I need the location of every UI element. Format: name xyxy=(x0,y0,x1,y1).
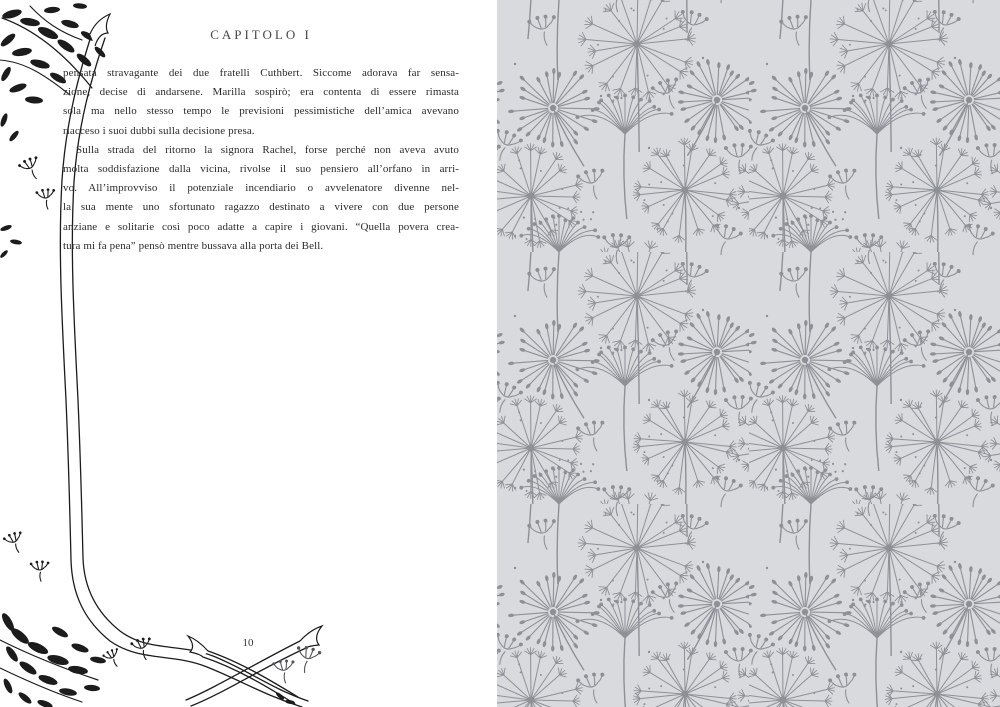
text-line: Sulla strada del ritorno la signora Rachel, forse perché non aveva avuto xyxy=(76,143,459,156)
left-page xyxy=(0,0,497,707)
chapter-heading: CAPITOLO I xyxy=(210,27,312,42)
body-text xyxy=(63,64,459,256)
text-line: pensata stravagante dei due fratelli Cuthbert. Siccome adorava far sensa- xyxy=(63,67,459,79)
text-line: zione, decise di andarsene. Marilla sospirò; era contenta di essere rimasta xyxy=(63,86,459,99)
text-line: la sua mente uno sfortunato ragazzo destinato a vivere con due persone xyxy=(63,201,459,214)
paragraph xyxy=(63,64,459,141)
dandelion-pattern xyxy=(497,0,1000,707)
text-line: riacceso i suoi dubbi sulla decisione presa. xyxy=(63,124,255,137)
text-line: molta soddisfazione dalla vicina, rivolse il suo pensiero all’orfano in arri- xyxy=(63,163,459,176)
text-line: sola ma nello stesso tempo le previsioni pessimistiche dell’amica avevano xyxy=(63,105,459,118)
text-line: tura mi fa pena” pensò mentre bussava alla porta dei Bell. xyxy=(63,239,324,252)
text-line: anziane e solitarie così poco adatte a capire i giovani. “Quella povera crea- xyxy=(63,220,459,233)
paragraph xyxy=(63,141,459,256)
page-number: 10 xyxy=(242,637,254,649)
text-line: vo. All’improvviso il potenziale incendiario o avvelenatore divenne nel- xyxy=(63,182,459,195)
right-page-pattern xyxy=(497,0,1000,707)
